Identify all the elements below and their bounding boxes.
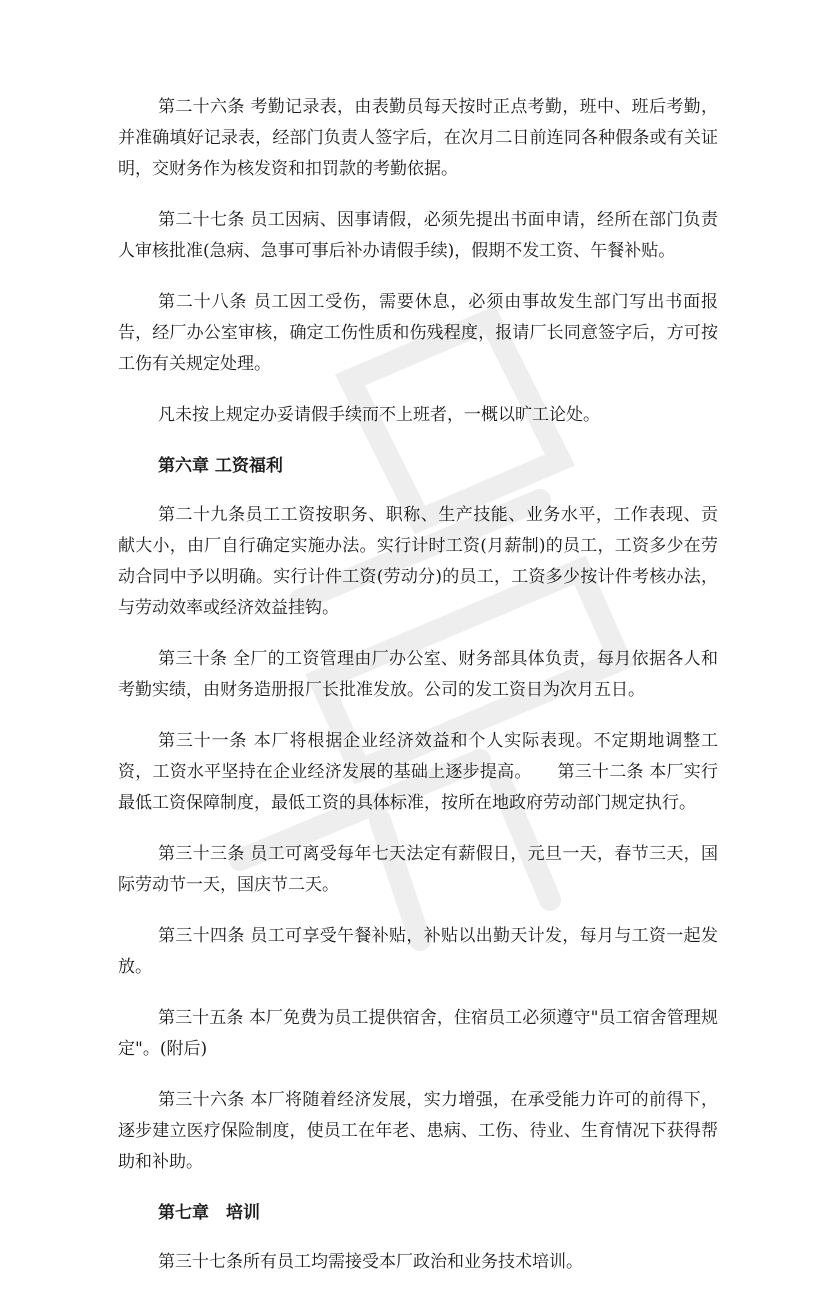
article-34: 第三十四条 员工可享受午餐补贴，补贴以出勤天计发，每月与工资一起发放。: [118, 926, 718, 977]
document-body: [118, 92, 718, 1298]
article-28: 第二十八条 员工因工受伤，需要休息，必须由事故发生部门写出书面报告，经厂办公室审核，确定工伤性质和伤残程度，报请厂长同意签字后，方可按工伤有关规定处理。: [118, 292, 718, 374]
article-35: 第三十五条 本厂免费为员工提供宿舍，住宿员工必须遵守"员工宿舍管理规定"。(附后): [118, 1008, 718, 1059]
article-29: 第二十九条员工工资按职务、职称、生产技能、业务水平，工作表现、贡献大小，由厂自行确定实施办法。实行计时工资(月薪制)的员工，工资多少在劳动合同中予以明确。实行计件工资(劳动分)的员工，工资多少按计件考核办法，与劳动效率或经济效益挂钩。: [118, 505, 718, 618]
article-31-32: 第三十一条 本厂将根据企业经济效益和个人实际表现。不定期地调整工资，工资水平坚持在企业经济发展的基础上逐步提高。 第三十二条 本厂实行最低工资保障制度，最低工资的具体标准，按所在地政府劳动部门规定执行。: [118, 731, 718, 813]
article-30: 第三十条 全厂的工资管理由厂办公室、财务部具体负责，每月依据各人和考勤实绩，由财务造册报厂长批准发放。公司的发工资日为次月五日。: [118, 649, 718, 700]
article-33: 第三十三条 员工可离受每年七天法定有薪假日，元旦一天，春节三天，国际劳动节一天，国庆节二天。: [118, 844, 718, 895]
article-27: 第二十七条 员工因病、因事请假，必须先提出书面申请，经所在部门负责人审核批准(急病、急事可事后补办请假手续)，假期不发工资、午餐补贴。: [118, 210, 718, 261]
article-26: 第二十六条 考勤记录表，由表勤员每天按时正点考勤，班中、班后考勤，并准确填好记录表，经部门负责人签字后，在次月二日前连同各种假条或有关证明，交财务作为核发资和扣罚款的考勤依据。: [118, 97, 718, 179]
article-36: 第三十六条 本厂将随着经济发展，实力增强，在承受能力许可的前得下，逐步建立医疗保险制度，使员工在年老、患病、工伤、待业、生育情况下获得帮助和补助。: [118, 1090, 718, 1172]
absence-rule: 凡未按上规定办妥请假手续而不上班者，一概以旷工论处。: [158, 405, 600, 425]
chapter-7-heading: 第七章 培训: [158, 1203, 260, 1223]
article-37: 第三十七条所有员工均需接受本厂政治和业务技术培训。: [158, 1252, 583, 1272]
chapter-6-heading: 第六章 工资福利: [158, 456, 283, 476]
